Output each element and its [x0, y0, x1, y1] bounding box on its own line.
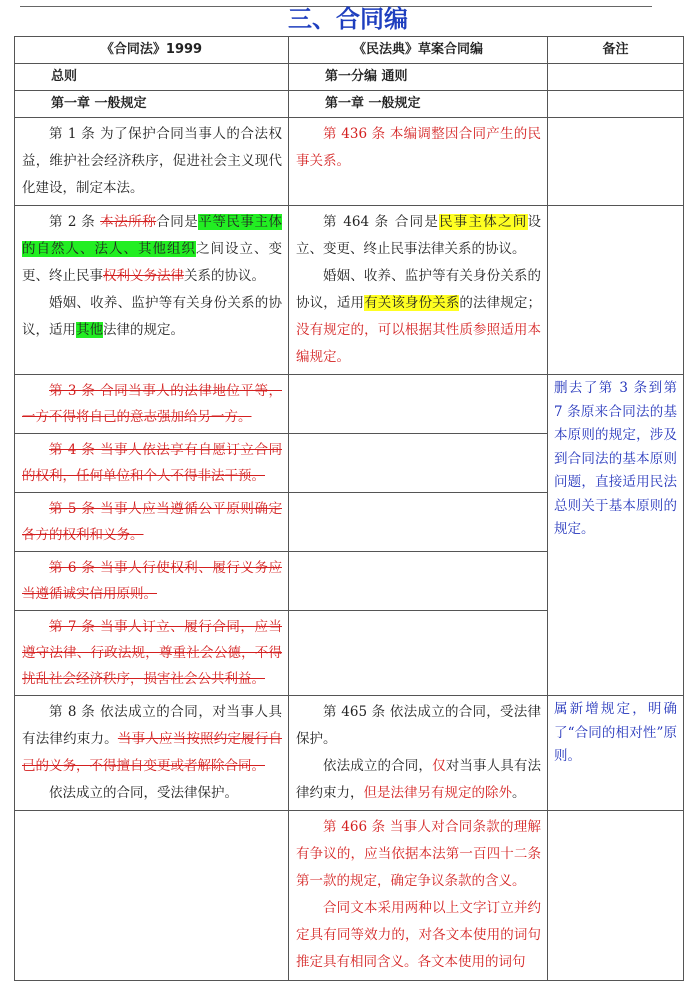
- empty-cell: [289, 611, 548, 696]
- right-chapter-title: 第一章 一般规定: [289, 91, 548, 118]
- left-chapter-title: 第一章 一般规定: [15, 91, 289, 118]
- article-2-para-1: 第 2 条 本法所称合同是平等民事主体的自然人、法人、其他组织之间设立、变更、终止民事权利义务法律关系的协议。: [22, 214, 282, 284]
- article-464-para-1: 第 464 条 合同是民事主体之间设立、变更、终止民事法律关系的协议。: [296, 214, 541, 257]
- deleted-article-6: 第 6 条 当事人行使权利、履行义务应当遵循诚实信用原则。: [22, 560, 282, 602]
- article-465-para-2: 依法成立的合同，仅对当事人具有法律约束力，但是法律另有规定的除外。: [296, 758, 542, 801]
- deleted-article-7: 第 7 条 当事人订立、履行合同，应当遵守法律、行政法规，尊重社会公德，不得扰乱社会经济秩序，损害社会公共利益。: [22, 619, 282, 687]
- article-row-3: [15, 375, 684, 434]
- remark-deleted-principles: 删去了第 3 条到第 7 条原来合同法的基本原则的规定，涉及到合同法的基本原则问题，直接适用民法总则关于基本原则的规定。: [554, 380, 677, 537]
- empty-cell: [15, 811, 289, 981]
- highlight-yellow: 有关该身份关系: [364, 295, 460, 311]
- empty-cell: [548, 206, 684, 375]
- header-row: [15, 37, 684, 64]
- article-row-2: [15, 206, 684, 375]
- article-464-para-2: 婚姻、收养、监护等有关身份关系的协议，适用有关该身份关系的法律规定；没有规定的，可以根据其性质参照适用本编规定。: [296, 268, 542, 365]
- chapter-row: [15, 91, 684, 118]
- left-part-title: 总则: [15, 64, 289, 91]
- deleted-article-4: 第 4 条 当事人依法享有自愿订立合同的权利，任何单位和个人不得非法干预。: [22, 442, 282, 484]
- article-8-para-2: 依法成立的合同，受法律保护。: [49, 785, 238, 801]
- deleted-article-5: 第 5 条 当事人应当遵循公平原则确定各方的权利和义务。: [22, 501, 282, 543]
- article-8-para-1: 第 8 条 依法成立的合同，对当事人具有法律约束力。当事人应当按照约定履行自己的义务，不得擅自变更或者解除合同。: [22, 704, 283, 774]
- header-civil-code: 《民法典》草案合同编: [289, 37, 548, 64]
- part-row: [15, 64, 684, 91]
- header-contract-law: 《合同法》1999: [15, 37, 289, 64]
- empty-cell: [289, 493, 548, 552]
- empty-cell: [289, 375, 548, 434]
- article-row-466: [15, 811, 684, 981]
- article-465-para-1: 第 465 条 依法成立的合同，受法律保护。: [296, 704, 541, 747]
- empty-cell: [548, 118, 684, 206]
- deleted-text: 当事人应当按照约定履行自己的义务，不得擅自变更或者解除合同。: [22, 731, 283, 774]
- empty-cell: [289, 552, 548, 611]
- empty-cell: [548, 91, 684, 118]
- empty-cell: [289, 434, 548, 493]
- article-2-para-2: 婚姻、收养、监护等有关身份关系的协议，适用其他法律的规定。: [22, 295, 282, 338]
- header-remarks: 备注: [548, 37, 684, 64]
- remark-contract-relativity: 属新增规定，明确了“合同的相对性”原则。: [554, 701, 677, 764]
- article-466-para-2: 合同文本采用两种以上文字订立并约定具有同等效力的，对各文本使用的词句推定具有相同含义。各文本使用的词句: [296, 900, 541, 970]
- empty-cell: [548, 64, 684, 91]
- right-part-title: 第一分编 通则: [289, 64, 548, 91]
- comparison-table: [14, 36, 684, 981]
- article-436-text: 第 436 条 本编调整因合同产生的民事关系。: [296, 126, 541, 169]
- page-title: 三、合同编: [288, 5, 408, 33]
- highlight-green: 平等民事主体的自然人、法人、其他组织: [22, 214, 282, 257]
- deleted-text: 权利义务法律: [103, 268, 184, 284]
- empty-cell: [548, 811, 684, 981]
- article-row-1: [15, 118, 684, 206]
- highlight-yellow: 民事主体之间: [439, 214, 528, 230]
- highlight-green: 其他: [76, 322, 103, 338]
- article-466-para-1: 第 466 条 当事人对合同条款的理解有争议的，应当依据本法第一百四十二条第一款的规定，确定争议条款的含义。: [296, 819, 541, 889]
- article-1-text: 第 1 条 为了保护合同当事人的合法权益，维护社会经济秩序，促进社会主义现代化建设，制定本法。: [22, 126, 282, 196]
- article-row-8: [15, 696, 684, 811]
- deleted-text: 本法所称: [100, 214, 157, 230]
- deleted-article-3: 第 3 条 合同当事人的法律地位平等，一方不得将自己的意志强加给另一方。: [22, 383, 282, 425]
